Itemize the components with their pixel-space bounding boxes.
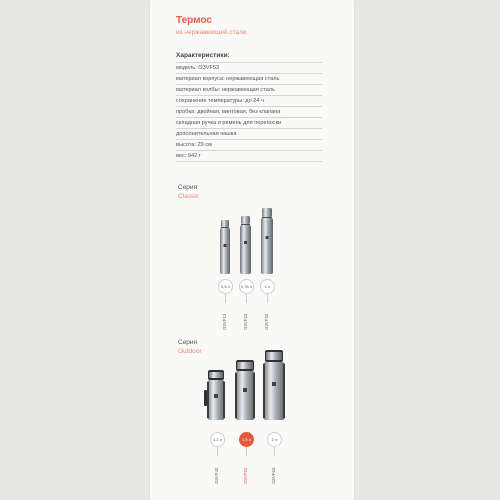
badge-connector	[246, 447, 247, 456]
badge-connector	[274, 447, 275, 456]
thermos-outdoor-medium-image	[232, 360, 258, 422]
model-label: O3VF43	[214, 467, 219, 484]
product-subtitle: из нержавеющей стали	[176, 29, 247, 36]
badge-connector	[217, 447, 218, 456]
series-outdoor-label: Серия	[178, 339, 198, 346]
spec-row: материал корпуса: нержавеющая сталь	[176, 76, 280, 82]
thermos-outdoor-large-image	[260, 350, 288, 422]
specs-divider	[176, 117, 322, 118]
spec-row: модель: O3VF53	[176, 65, 220, 71]
volume-badge: 1 л	[260, 279, 275, 294]
specs-divider	[176, 95, 322, 96]
volume-badge: 2 л	[267, 432, 282, 447]
thermos-medium-image	[238, 216, 253, 276]
spec-row: вес: 942 г	[176, 153, 201, 159]
product-title: Термос	[176, 15, 212, 26]
specs-divider	[176, 150, 322, 151]
spec-row: дополнительная чашка	[176, 131, 237, 137]
volume-badge: 0,75 л	[239, 279, 254, 294]
thermos-small-image	[218, 220, 232, 276]
series-classic-name: Classic	[178, 193, 199, 200]
specs-divider	[176, 73, 322, 74]
volume-badge: 0,5 л	[218, 279, 233, 294]
specs-divider	[176, 139, 322, 140]
specs-divider	[176, 62, 322, 63]
volume-badge-selected: 1,5 л	[239, 432, 254, 447]
model-label: O3VF63	[271, 467, 276, 484]
series-outdoor-name: Outdoor	[178, 348, 202, 355]
model-label-selected: O3VF53	[243, 467, 248, 484]
spec-row: материал колбы: нержавеющая сталь	[176, 87, 275, 93]
product-card	[150, 0, 354, 500]
series-classic-label: Серия	[178, 184, 198, 191]
badge-connector	[225, 294, 226, 303]
spec-row: складная ручка и ремень для переноски	[176, 120, 282, 126]
specs-divider	[176, 106, 322, 107]
spec-row: высота: 29 см	[176, 142, 212, 148]
thermos-outdoor-small-image	[204, 370, 228, 422]
specs-divider	[176, 161, 322, 162]
model-label: O3VF23	[243, 313, 248, 330]
model-label: O3VF33	[264, 313, 269, 330]
specs-divider	[176, 84, 322, 85]
model-label: O3VF13	[222, 313, 227, 330]
specs-divider	[176, 128, 322, 129]
thermos-large-image	[259, 208, 275, 276]
spec-row: сохранение температуры: до 24 ч	[176, 98, 264, 104]
volume-badge: 1,2 л	[210, 432, 225, 447]
badge-connector	[246, 294, 247, 303]
spec-row: пробка: двойная, винтовая, без клапана	[176, 109, 281, 115]
specs-heading: Характеристики:	[176, 52, 230, 59]
badge-connector	[267, 294, 268, 303]
